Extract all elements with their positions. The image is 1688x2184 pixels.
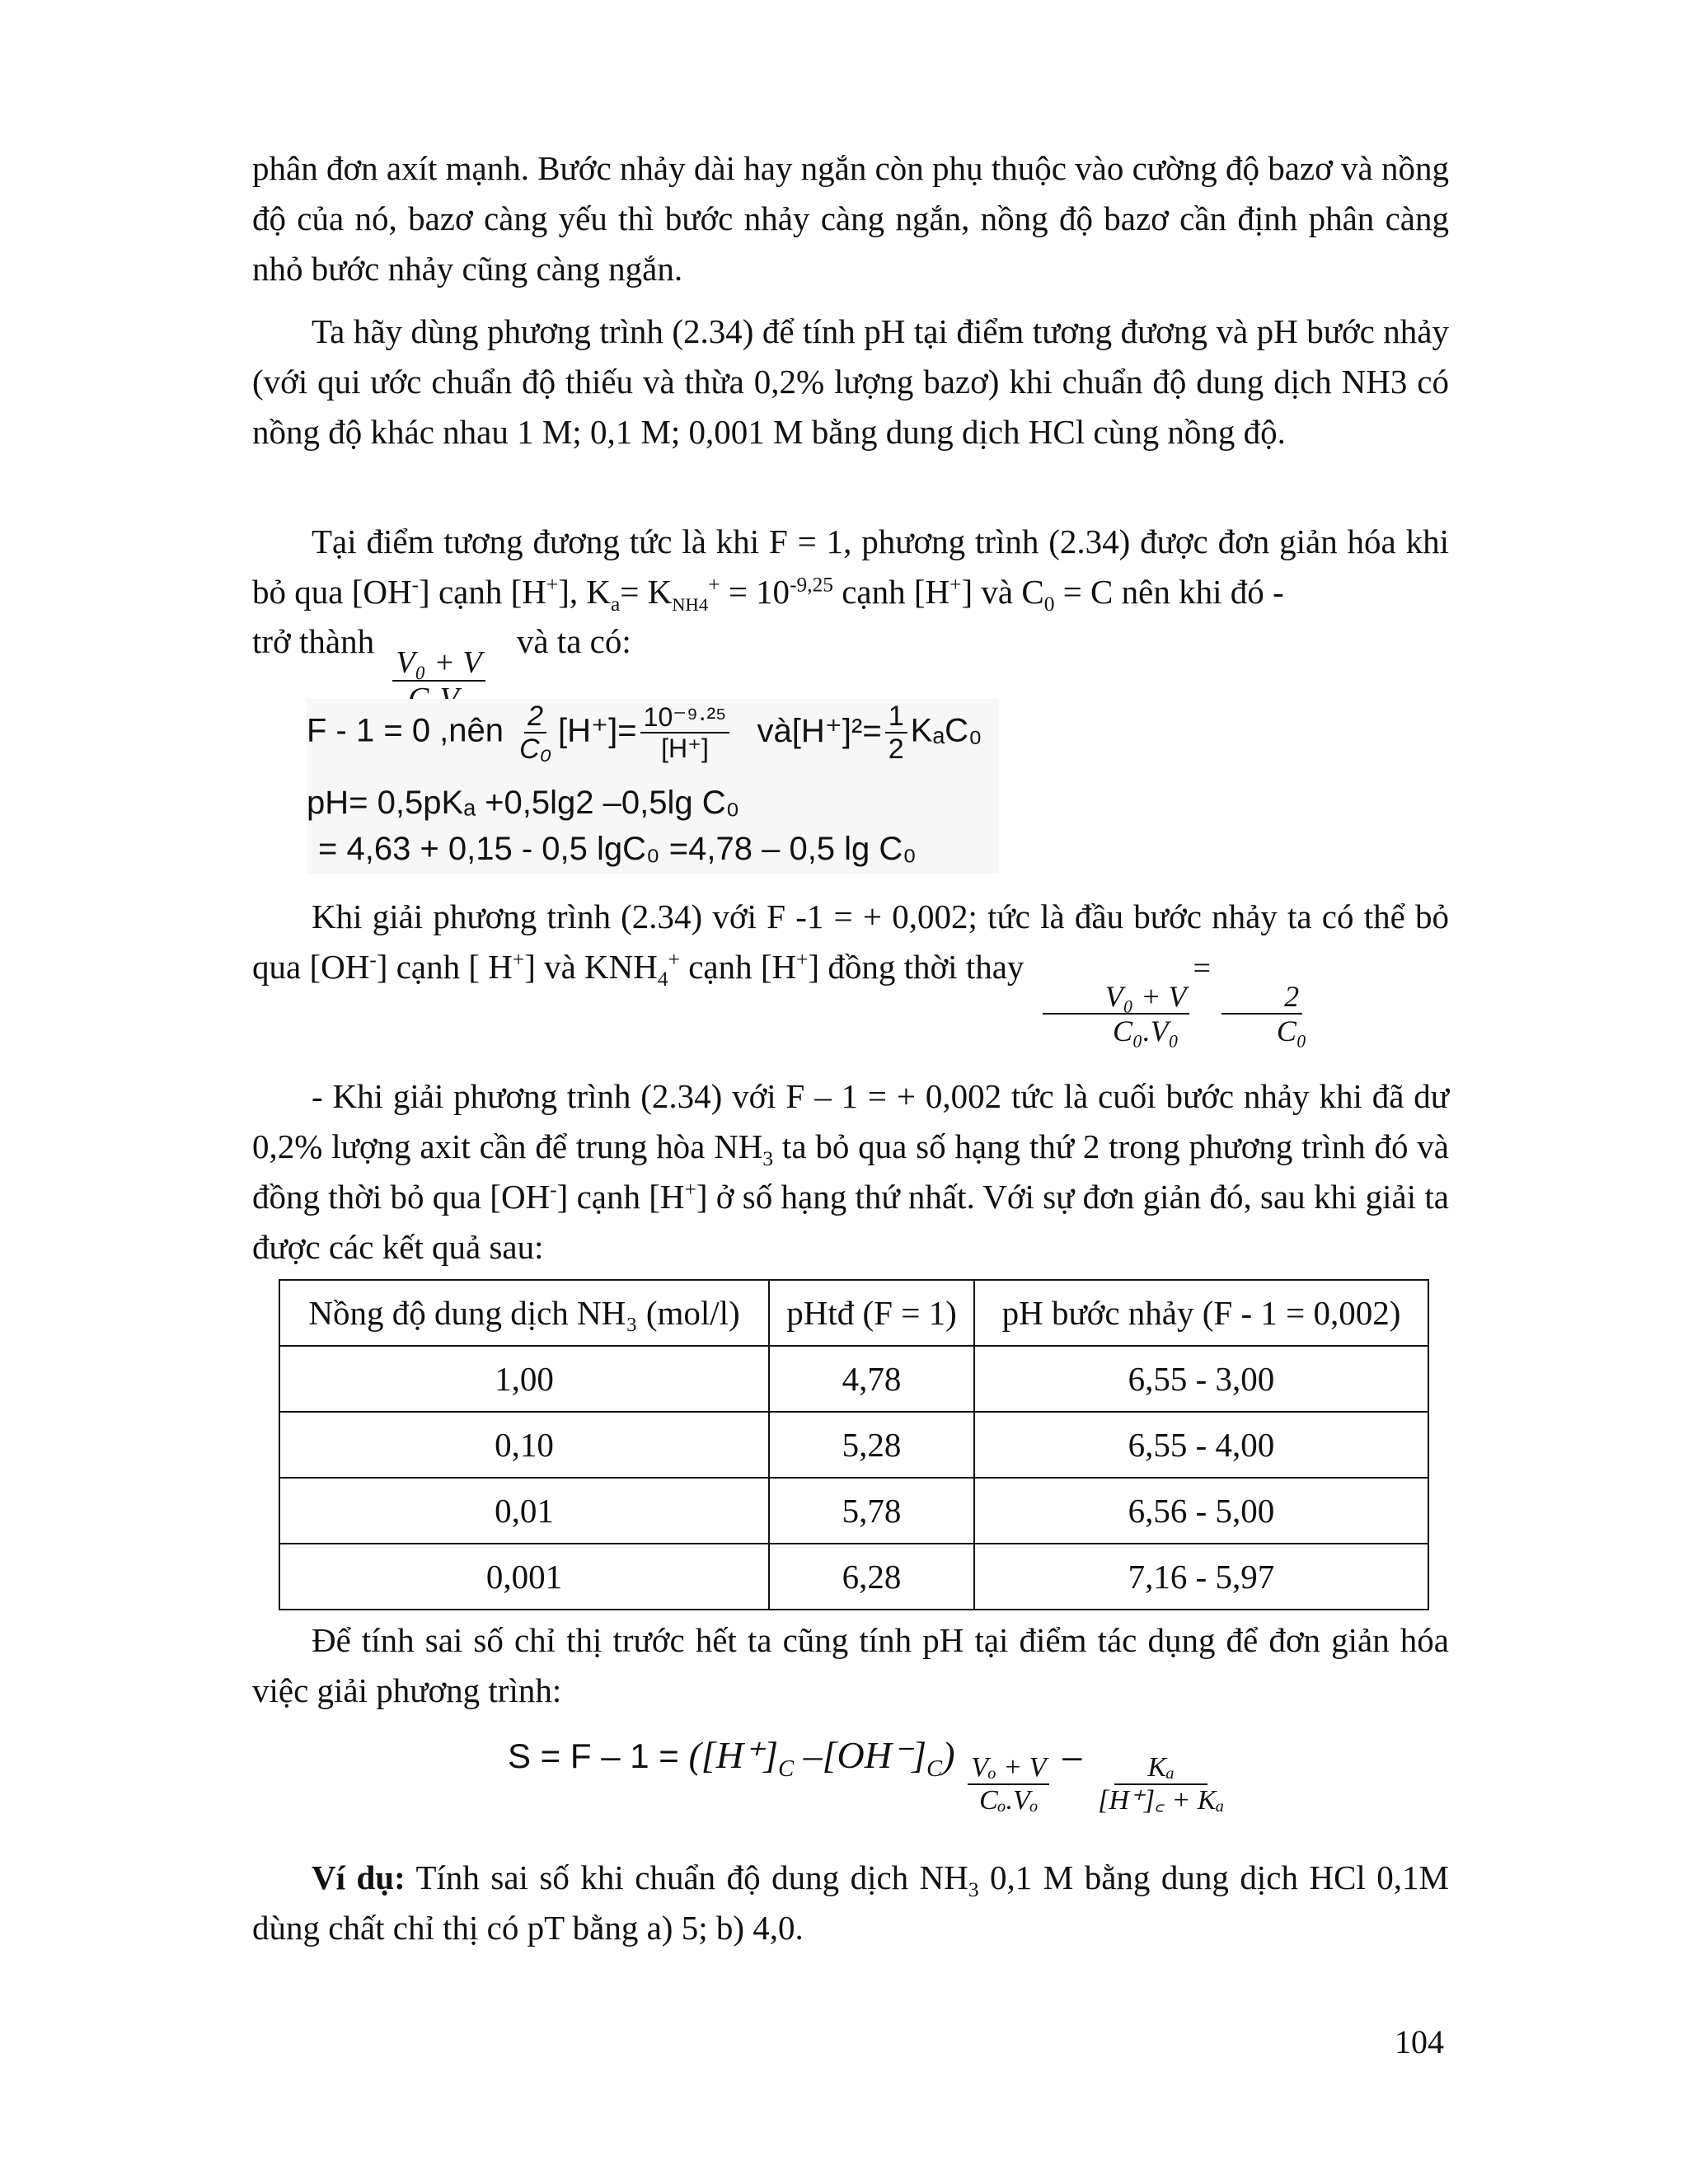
paragraph-1: phân đơn axít mạnh. Bước nhảy dài hay ngắn còn phụ thuộc vào cường độ bazơ và nồng độ của nó, bazơ càng yếu thì bước nhảy càng ngắn, nồng độ bazơ cần định phân càng nhỏ bước nhảy cũng càng ngắn. bbox=[252, 149, 1449, 288]
equation-line-2: pH= 0,5pKₐ +0,5lg2 –0,5lg C₀ bbox=[307, 785, 740, 821]
paragraph-2: Ta hãy dùng phương trình (2.34) để tính pH tại điểm tương đương và pH bước nhảy (với qui ước chuẩn độ thiếu và thừa 0,2% lượng bazơ) khi chuẩn độ dung dịch NH3 có nồng độ khác nhau 1 M; 0,1 M; 0,001 M bằng dung dịch HCl cùng nồng độ. bbox=[252, 312, 1449, 451]
table-cell: 5,78 bbox=[769, 1478, 974, 1544]
paragraph-3-cont: trở thành V₀ + V và ta có: bbox=[252, 616, 1449, 715]
paragraph-5: - Khi giải phương trình (2.34) với F – 1 = + 0,002 tức là cuối bước nhảy khi đã dư 0,2% lượng axit cần để trung hòa $NH_3$ ta bỏ qua số hạng thứ 2 trong phương trình đó và đồng thời bỏ qua [OH-] cạnh [H+] ở số hạng thứ nhất. Với sự đơn giản đó, sau khi giải ta được các kết quả sau: bbox=[252, 1077, 1449, 1266]
paragraph-6: Để tính sai số chỉ thị trước hết ta cũng tính pH tại điểm tác dụng để đơn giản hóa việc giải phương trình: bbox=[252, 1621, 1449, 1709]
table-cell: 0,001 bbox=[279, 1544, 769, 1610]
table-cell: 0,10 bbox=[279, 1412, 769, 1478]
paragraph-4: Khi giải phương trình (2.34) với F -1 = + 0,002; tức là đầu bước nhảy ta có thể bỏ qua [OH-] cạnh [ H+] và $KNH_4^+$ cạnh [H+] đồng thời thay $\frac{\text{V₀ + V}}{\text{C₀.V₀}}$ = $\frac{2}{\text{C₀}}$ bbox=[252, 898, 1449, 1047]
table-cell: 4,78 bbox=[769, 1346, 974, 1412]
table-cell: 1,00 bbox=[279, 1346, 769, 1412]
equation-line-3: = 4,63 + 0,15 - 0,5 lgC₀ =4,78 – 0,5 lg C₀ bbox=[318, 831, 917, 867]
fraction-2-over-c0: $\frac{2}{\text{C₀}}$ bbox=[1214, 982, 1311, 1046]
equation-line-1: F - 1 = 0 ,nên $\frac{2}{\text{C₀}}$ [H⁺]= $\frac{\text{10⁻⁹·²⁵}}{[H^+]}$ và[H⁺]²= $\frac{1}{2}$ KₐC₀ bbox=[307, 701, 982, 765]
paragraph-3: Tại điểm tương đương tức là khi F = 1, phương trình (2.34) được đơn giản hóa khi bỏ qua [OH-] cạnh [H+], $K_a= K_{NH4}^+ = 10^{-9,25}$ cạnh [H+] và $C_0 = C$ nên khi đó - bbox=[252, 523, 1449, 616]
table-cell: 6,28 bbox=[769, 1544, 974, 1610]
error-formula: $S = F - 1 = ([H^+]_C$ $-[OH^-]_C$) $\frac{\text{Vₒ + V}}{\text{Cₒ.Vₒ}}$ – $\frac{\text{Kₐ}}{\text{[H⁺]꜀ + Kₐ}}$ bbox=[508, 1734, 1225, 1816]
table-cell: 5,28 bbox=[769, 1412, 974, 1478]
table-row bbox=[279, 1544, 1428, 1610]
equation-block bbox=[307, 699, 999, 874]
table-cell: 6,55 - 4,00 bbox=[974, 1412, 1428, 1478]
example-label: Ví dụ: bbox=[312, 1858, 406, 1896]
table-header-concentration: Nồng độ dung dịch NH₃ (mol/l) bbox=[279, 1280, 769, 1346]
table-header-ph-equivalence: pHtđ (F = 1) bbox=[769, 1280, 974, 1346]
page-number: 104 bbox=[1395, 2023, 1444, 2060]
table-row bbox=[279, 1478, 1428, 1544]
table-row bbox=[279, 1412, 1428, 1478]
fraction-v0v-over-c0v0-2: $\frac{\text{V₀ + V}}{\text{C₀.V₀}}$ bbox=[1043, 982, 1190, 1046]
example-paragraph: Ví dụ: Tính sai số khi chuẩn độ dung dịch $NH_3$ 0,1 M bằng dung dịch HCl 0,1M dùng chất chỉ thị có pT bằng a) 5; b) 4,0. bbox=[252, 1858, 1449, 1947]
table-cell: 0,01 bbox=[279, 1478, 769, 1544]
table-row bbox=[279, 1346, 1428, 1412]
table-cell: 7,16 - 5,97 bbox=[974, 1544, 1428, 1610]
table-cell: 6,56 - 5,00 bbox=[974, 1478, 1428, 1544]
table-header-ph-jump: pH bước nhảy (F - 1 = 0,002) bbox=[974, 1280, 1428, 1346]
fraction-v0v-over-c0v0: V₀ + V bbox=[392, 647, 485, 715]
table-cell: 6,55 - 3,00 bbox=[974, 1346, 1428, 1412]
table-header-row bbox=[279, 1280, 1428, 1346]
results-table bbox=[279, 1279, 1429, 1610]
